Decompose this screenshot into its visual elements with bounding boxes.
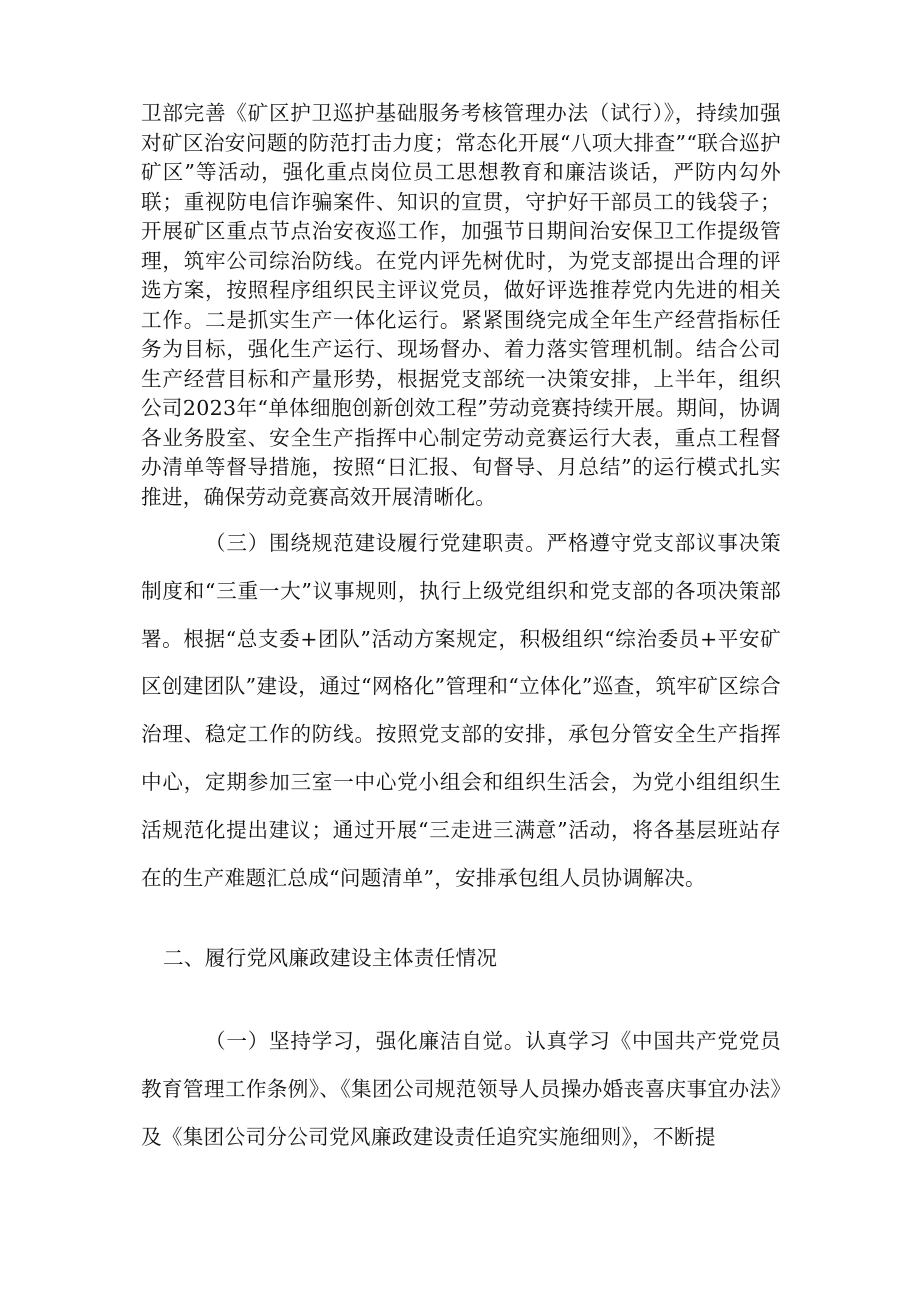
paragraph-four-block: [141, 1018, 781, 1161]
continued-paragraph-block: [141, 99, 781, 512]
paragraph-three-block: [141, 520, 781, 902]
paragraph-three: （三）围绕规范建设履行党建职责。严格遵守党支部议事决策制度和“三重一大”议事规则，执行上级党组织和党支部的各项决策部署。根据“总支委+团队”活动方案规定，积极组织“综治委员+平安矿区创建团队”建设，通过“网格化”管理和“立体化”巡查，筑牢矿区综合治理、稳定工作的防线。按照党支部的安排，承包分管安全生产指挥中心，定期参加三室一中心党小组会和组织生活会，为党小组组织生活规范化提出建议；通过开展“三走进三满意”活动，将各基层班站存在的生产难题汇总成“问题清单”，安排承包组人员协调解决。: [141, 531, 781, 890]
section-heading-block: [141, 935, 781, 983]
continued-paragraph: 卫部完善《矿区护卫巡护基础服务考核管理办法（试行）》，持续加强对矿区治安问题的防范打击力度；常态化开展“八项大排查”“联合巡护矿区”等活动，强化重点岗位员工思想教育和廉洁谈话，严防内勾外联；重视防电信诈骗案件、知识的宣贯，守护好干部员工的钱袋子；开展矿区重点节点治安夜巡工作，加强节日期间治安保卫工作提级管理，筑牢公司综治防线。在党内评先树优时，为党支部提出合理的评选方案，按照程序组织民主评议党员，做好评选推荐党内先进的相关工作。二是抓实生产一体化运行。紧紧围绕完成全年生产经营指标任务为目标，强化生产运行、现场督办、着力落实管理机制。结合公司生产经营目标和产量形势，根据党支部统一决策安排，上半年，组织公司2023年“单体细胞创新创效工程”劳动竞赛持续开展。期间，协调各业务股室、安全生产指挥中心制定劳动竞赛运行大表，重点工程督办清单等督导措施，按照“日汇报、旬督导、月总结”的运行模式扎实推进，确保劳动竞赛高效开展清晰化。: [141, 101, 781, 509]
section-heading: 二、履行党风廉政建设主体责任情况: [163, 946, 498, 970]
paragraph-four: （一）坚持学习，强化廉洁自觉。认真学习《中国共产党党员教育管理工作条例》、《集团公司规范领导人员操办婚丧喜庆事宜办法》及《集团公司分公司党风廉政建设责任追究实施细则》，不断提: [141, 1029, 781, 1149]
